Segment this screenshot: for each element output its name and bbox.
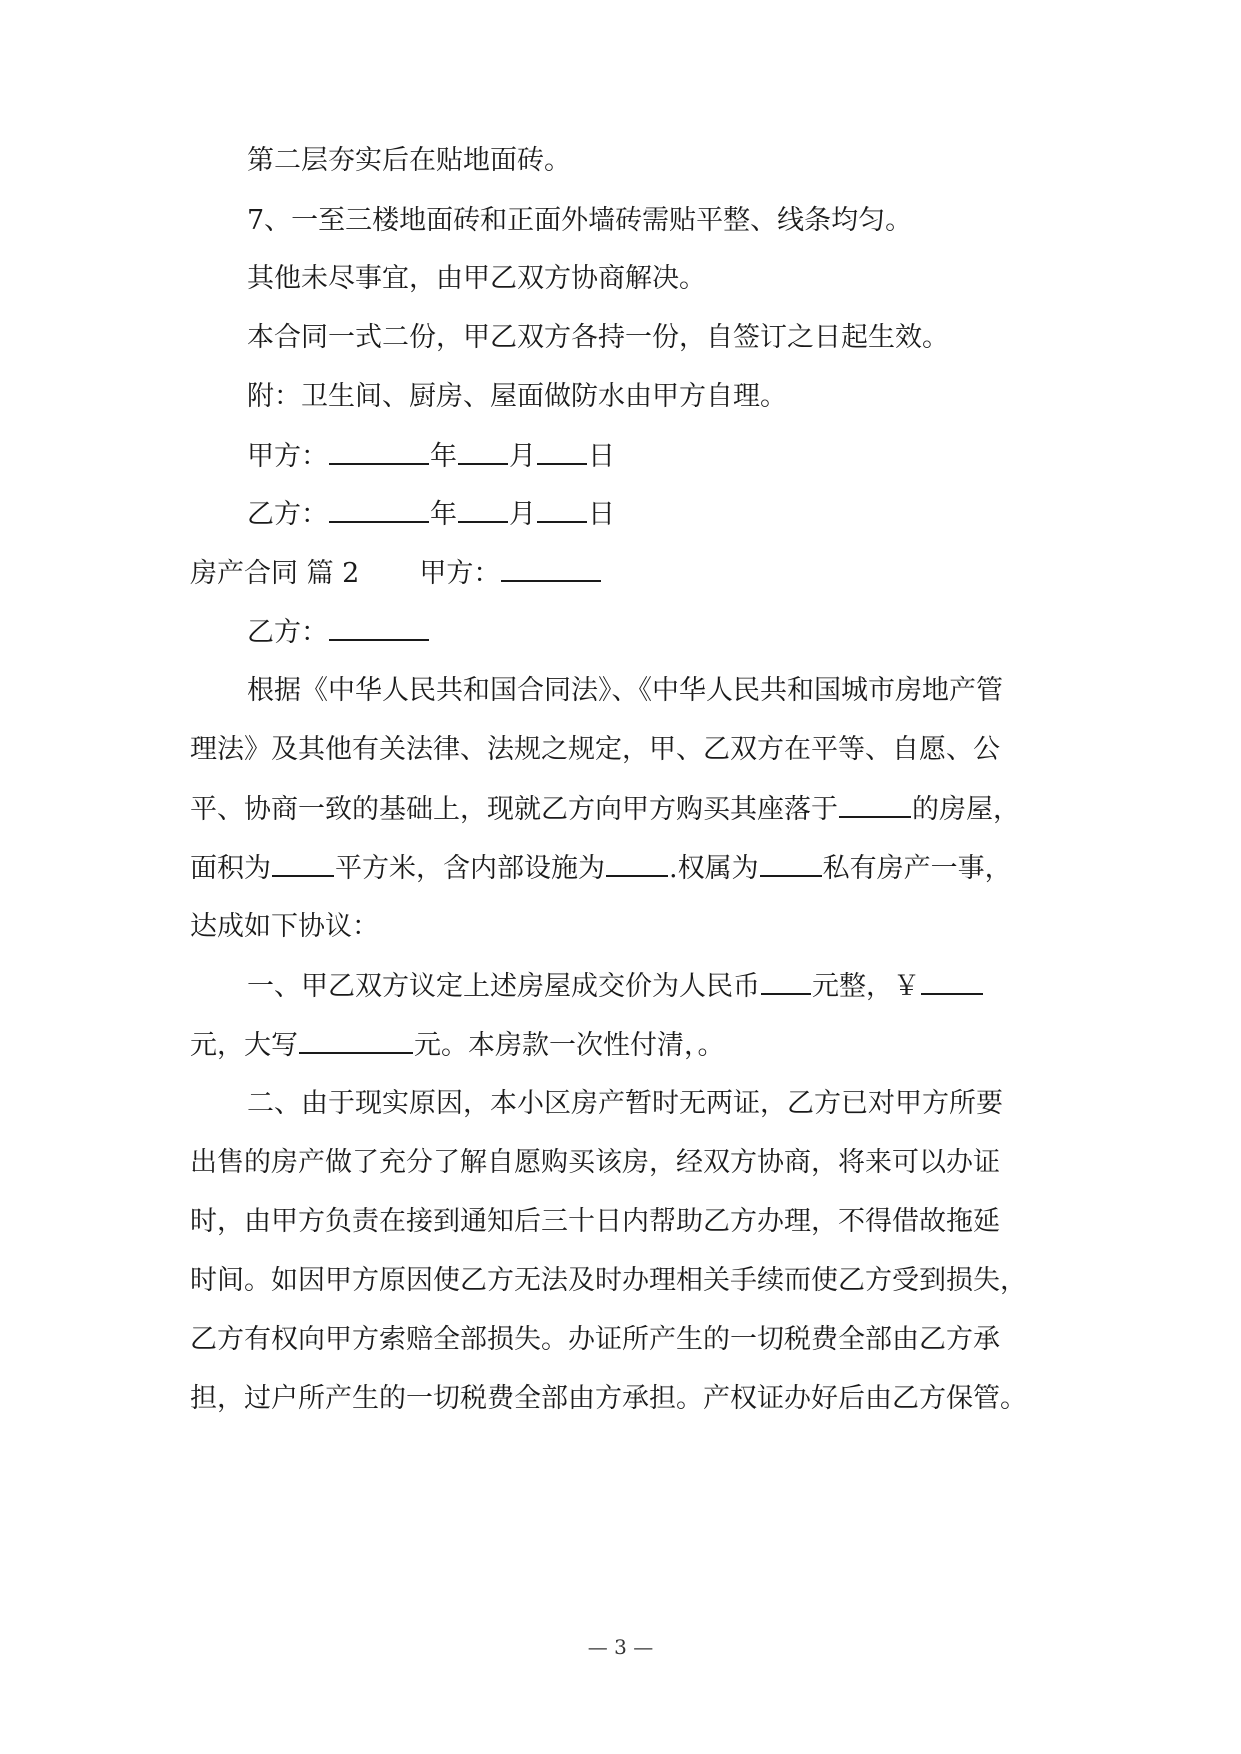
text-line-1: 第二层夯实后在贴地面砖。 xyxy=(247,145,571,176)
month-blank xyxy=(537,436,587,465)
party-a-label: 甲方： xyxy=(419,558,501,589)
year-label: 年 xyxy=(430,441,457,472)
party-b-signature-line xyxy=(247,494,1107,535)
party-b-label: 乙方： xyxy=(247,499,328,530)
text-line-10: 根据《中华人民共和国合同法》、《中华人民共和国城市房地产管 xyxy=(247,675,1003,706)
text-line-14: 达成如下协议： xyxy=(190,911,379,942)
text-segment: .权属为 xyxy=(669,853,759,884)
text-segment: 私有房产一事， xyxy=(822,853,1012,884)
party-a-blank xyxy=(501,553,601,582)
text-segment: 平方米，含内部设施为 xyxy=(335,853,605,884)
day-label: 日 xyxy=(588,499,615,530)
text-line-17: 二、由于现实原因，本小区房产暂时无两证，乙方已对甲方所要 xyxy=(247,1088,1003,1119)
text-line-11: 理法》及其他有关法律、法规之规定，甲、乙双方在平等、自愿、公 xyxy=(190,734,1000,765)
facilities-blank xyxy=(606,848,668,877)
year-label: 年 xyxy=(430,499,457,530)
text-line-22: 担，过户所产生的一切税费全部由方承担。产权证办好后由乙方保管。 xyxy=(190,1383,1027,1414)
text-line-21: 乙方有权向甲方索赔全部损失。办证所产生的一切税费全部由乙方承 xyxy=(190,1324,1000,1355)
text-line-4: 本合同一式二份，甲乙双方各持一份，自签订之日起生效。 xyxy=(247,322,949,353)
month-blank xyxy=(537,494,587,523)
text-segment: 面积为 xyxy=(190,853,271,884)
price-figure-blank xyxy=(921,966,983,995)
text-line-15 xyxy=(247,966,1107,1007)
year-blank xyxy=(458,494,508,523)
text-line-18: 出售的房产做了充分了解自愿购买该房，经双方协商，将来可以办证 xyxy=(190,1147,1000,1178)
party-a-label: 甲方： xyxy=(247,441,328,472)
day-label: 日 xyxy=(588,441,615,472)
text-line-16 xyxy=(190,1025,1050,1066)
text-segment: 元整，￥ xyxy=(812,971,920,1002)
text-line-2: 7、一至三楼地面砖和正面外墙砖需贴平整、线条均匀。 xyxy=(247,205,913,236)
party-b-name-blank xyxy=(329,494,429,523)
party-a-name-blank xyxy=(329,436,429,465)
text-line-20: 时间。如因甲方原因使乙方无法及时办理相关手续而使乙方受到损失， xyxy=(190,1265,1027,1296)
month-label: 月 xyxy=(509,441,536,472)
party-b-label: 乙方： xyxy=(247,617,328,648)
party-b-line xyxy=(247,612,1107,653)
text-line-12 xyxy=(190,789,1050,830)
text-line-5: 附：卫生间、厨房、屋面做防水由甲方自理。 xyxy=(247,381,787,412)
text-segment: 一、甲乙双方议定上述房屋成交价为人民币 xyxy=(247,971,760,1002)
page-number: — 3 — xyxy=(587,1635,654,1659)
text-line-3: 其他未尽事宜，由甲乙双方协商解决。 xyxy=(247,263,706,294)
ownership-blank xyxy=(760,848,822,877)
text-segment: 元。本房款一次性付清，。 xyxy=(414,1030,725,1061)
year-blank xyxy=(458,436,508,465)
area-blank xyxy=(272,848,334,877)
text-segment: 的房屋， xyxy=(912,794,1020,825)
party-a-signature-line xyxy=(247,436,1107,477)
location-blank xyxy=(839,789,911,818)
price-words-blank xyxy=(299,1025,413,1054)
text-line-19: 时，由甲方负责在接到通知后三十日内帮助乙方办理，不得借故拖延 xyxy=(190,1206,1000,1237)
text-segment: 平、协商一致的基础上，现就乙方向甲方购买其座落于 xyxy=(190,794,838,825)
price-blank xyxy=(761,966,811,995)
text-line-13 xyxy=(190,848,1050,889)
section-heading: 房产合同 篇 2 xyxy=(190,558,360,589)
section-heading-line xyxy=(190,553,1050,594)
month-label: 月 xyxy=(509,499,536,530)
text-segment: 元，大写 xyxy=(190,1030,298,1061)
party-b-blank xyxy=(329,612,429,641)
